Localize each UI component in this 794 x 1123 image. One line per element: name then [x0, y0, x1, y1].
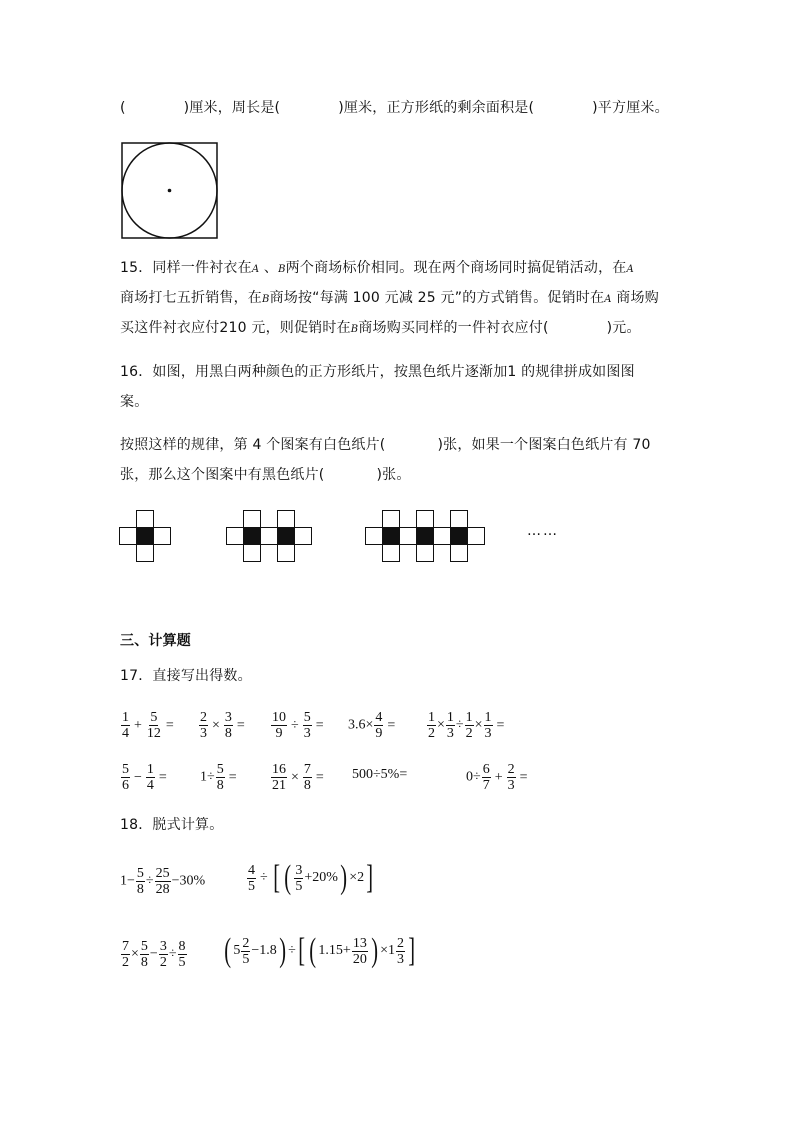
variable-b: B [350, 324, 359, 335]
q18-expr-1: 1− $\frac{5}{8}$ ÷ $\frac{25}{28}$ −30% [120, 866, 206, 897]
q14-text: )厘米，正方形纸的剩余面积是( [338, 100, 535, 116]
q16-line-4: 张，那么这个图案中有黑色纸片( )张。 [120, 467, 411, 483]
q17-expr-1-1: $\frac{1}{4}$ + $\frac{5}{12}$ = [122, 710, 174, 741]
q17-expr-2-1: $\frac{5}{6}$ − $\frac{1}{4}$ = [122, 762, 167, 793]
q16-line-3: 按照这样的规律，第 4 个图案有白色纸片( )张，如果一个图案白色纸片有 70 [120, 437, 651, 453]
circle-in-square-figure [120, 141, 220, 241]
q17-expr-2-3: $\frac{16}{21}$ × $\frac{7}{8}$ = [272, 762, 324, 793]
q18-title: 18．脱式计算。 [120, 817, 224, 833]
q15-line-1: 15．同样一件衬衣在A 、B两个商场标价相同。现在两个商场同时搞促销活动，在A [120, 260, 634, 276]
q15-line-3: 买这件衬衣应付210 元，则促销时在B商场购买同样的一件衬衣应付( )元。 [120, 320, 641, 336]
variable-b: B [262, 294, 270, 305]
q17-expr-2-4: 500÷5%= [352, 767, 408, 782]
q18-expr-4: ( 5 $\frac{2}{5}$ −1.8) ÷[ ( 1.15+ $\frac{13}{20}$ ) ×1 $\frac{2}{3}$ ] [224, 932, 416, 969]
q18-expr-2: $\frac{4}{5}$ ÷ [ ( $\frac{3}{5}$ +20%) ×2] [248, 859, 374, 896]
q17-expr-1-2: $\frac{2}{3}$ × $\frac{3}{8}$ = [200, 710, 245, 741]
section-heading: 三、计算题 [120, 633, 191, 649]
q15-line-2: 商场打七五折销售，在B商场按“每满 100 元减 25 元”的方式销售。促销时在A 商场购 [120, 290, 659, 306]
variable-a: A [251, 264, 260, 275]
q17-expr-1-3: $\frac{10}{9}$ ÷ $\frac{5}{3}$ = [272, 710, 324, 741]
q17-expr-2-2: 1÷ $\frac{5}{8}$ = [200, 762, 237, 793]
ellipsis: …… [527, 523, 559, 539]
q17-expr-1-5: $\frac{1}{2}$ × $\frac{1}{3}$ ÷ $\frac{1}{2}$ × $\frac{1}{3}$ = [428, 710, 505, 741]
pattern-2-figure [226, 510, 313, 563]
q14-text: )平方厘米。 [592, 100, 669, 116]
q14-answer-line [120, 98, 669, 118]
q14-text: )厘米，周长是( [183, 100, 281, 116]
q16-line-1: 16．如图，用黑白两种颜色的正方形纸片，按黑色纸片逐渐加1 的规律拼成如图图 [120, 364, 635, 380]
q17-expr-1-4: 3.6× $\frac{4}{9}$ = [348, 710, 396, 741]
pattern-1-figure [119, 510, 172, 563]
variable-a: A [626, 264, 634, 275]
q16-line-2: 案。 [120, 394, 149, 410]
q18-expr-3: $\frac{7}{2}$ × $\frac{5}{8}$ − $\frac{3}{2}$ ÷ $\frac{8}{5}$ [122, 939, 186, 970]
pattern-3-figure [365, 510, 486, 563]
q17-title: 17．直接写出得数。 [120, 668, 252, 684]
variable-b: B [278, 264, 286, 275]
q14-text: ( [120, 100, 126, 116]
variable-a: A [604, 294, 612, 305]
q17-expr-2-5: 0÷ $\frac{6}{7}$ + $\frac{2}{3}$ = [466, 762, 528, 793]
